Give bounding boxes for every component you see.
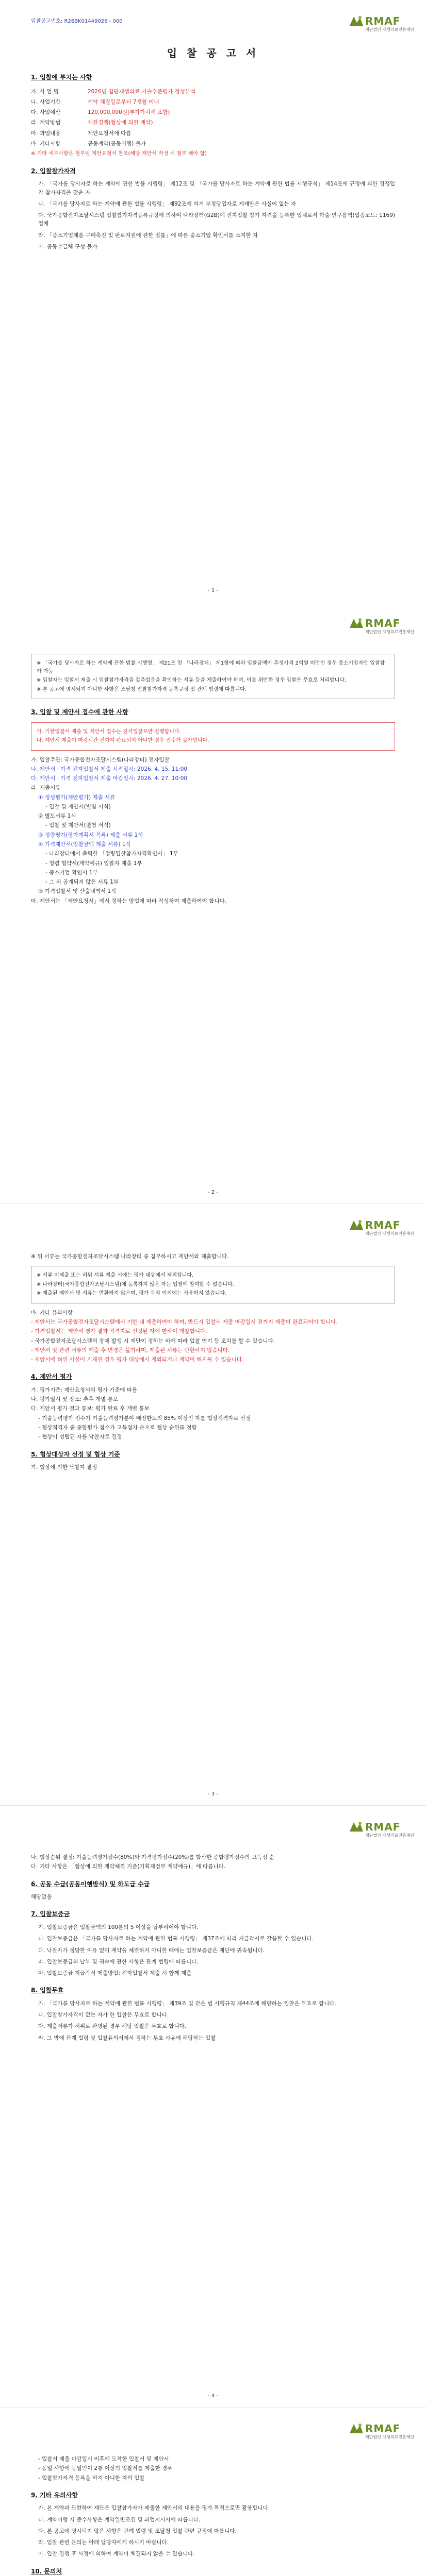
list-item: ⑤ 가격입찰서 및 산출내역서 1식 bbox=[38, 888, 117, 895]
section2-item: 라. 「중소기업제품 구매촉진 및 판로지원에 관한 법률」에 따른 중소기업 확인서를 소지한 자 bbox=[38, 232, 258, 239]
row-value: 계약 체결일로부터 7개월 이내 bbox=[88, 98, 159, 105]
section1-heading: 1. 입찰에 부치는 사항 bbox=[31, 74, 92, 81]
page-number: - 4 - bbox=[208, 2393, 218, 2399]
list-item: - 제안서는 국가종합전자조달시스템에서 기한 내 제출하여야 하며, 반드시 입찰서 제출 마감일시 전까지 제출이 완료되어야 합니다. bbox=[31, 1319, 338, 1326]
list-item: - 제안서 및 관련 서류의 제출 후 변경은 불가하며, 제출된 서류는 반환하지 않습니다. bbox=[31, 1347, 230, 1353]
page-3 bbox=[0, 1204, 426, 1805]
warning-line: 나. 제안서 제출이 마감시간 전까지 완료되지 아니한 경우 접수가 불가합니다. bbox=[37, 738, 209, 744]
list-item: - 기술능력평가 점수가 기술능력평가분야 배점한도의 85% 이상인 자를 협상적격자로 선정 bbox=[38, 1415, 251, 1421]
section7-heading: 7. 입찰보증금 bbox=[31, 1910, 70, 1918]
page-title: 입 찰 공 고 서 bbox=[167, 47, 259, 59]
logo bbox=[349, 615, 415, 637]
section5-heading: 5. 협상대상자 선정 및 협상 기준 bbox=[31, 1450, 120, 1458]
section3-heading: 3. 입찰 및 제안서 접수에 관한 사항 bbox=[31, 708, 128, 716]
list-item: 라. 그 밖에 관계 법령 및 입찰유의서에서 정하는 무효 사유에 해당하는 입찰 bbox=[38, 2035, 216, 2041]
list-item: 나. 계약이행 시 준수사항은 계약일반조건 및 과업지시서에 따릅니다. bbox=[38, 2516, 201, 2523]
list-item: - 협상적격자 중 종합평가 점수가 고득점자 순으로 협상 순위를 정함 bbox=[38, 1425, 197, 1431]
logo bbox=[349, 12, 415, 35]
list-item: ③ 정량평가(평가계획서 목록) 제출 서류 1식 bbox=[38, 832, 143, 838]
list-item: 나. 평가일시 및 장소: 추후 개별 통보 bbox=[31, 1396, 118, 1403]
logo-sub: 재단법인 재생의료진흥재단 bbox=[365, 630, 415, 634]
logo-sub: 재단법인 재생의료진흥재단 bbox=[365, 27, 415, 32]
section10-heading: 10. 문의처 bbox=[31, 2567, 62, 2575]
table-row bbox=[31, 97, 395, 107]
section1-note: ※ 기타 세부사항은 첨부된 제안요청서 참조(해당 제안서 작성 시 첨부 해야 함) bbox=[31, 151, 207, 157]
section8-heading: 8. 입찰무효 bbox=[31, 1987, 64, 1994]
section2-item: 가. 「국가를 당사자로 하는 계약에 관한 법률 시행령」 제12조 및 「국가를 당사자로 하는 계약에 관한 법률 시행규칙」 제14조에 규정에 의한 경쟁입찰 참가자격을 갖춘 자 bbox=[38, 181, 395, 196]
list-item: 가. 평가기준: 제안요청서의 평가 기준에 따름 bbox=[31, 1386, 138, 1393]
row-key: 나. 사업기간 bbox=[31, 98, 61, 105]
notice-line: ※ 「국가를 당사자로 하는 계약에 관한 법률 시행령」 제21조 및 「나라장터」 제1항에 따라 입찰금액이 추정가격 2억원 미만인 경우 중소기업자만 입찰참가 가능 bbox=[37, 660, 385, 674]
list-item: - 국가종합전자조달시스템의 장애 발생 시 재단이 정하는 바에 따라 입찰 연기 등 조치를 할 수 있습니다. bbox=[31, 1337, 275, 1344]
list-item: - 그 외 공개되지 않은 서류 1부 bbox=[45, 879, 119, 886]
list-item: 가. 입찰보증금은 입찰금액의 100분의 5 이상을 납부하여야 합니다. bbox=[38, 1924, 199, 1930]
list-item: 나. 협상순위 결정: 기술능력평가점수(80%)와 가격평가점수(20%)를 합산한 종합평가점수의 고득점 순 bbox=[31, 1854, 274, 1860]
notice-line: ※ 본 공고에 명시되지 아니한 사항은 조달청 입찰참가자격 등록규정 및 관계 법령에 따릅니다. bbox=[37, 686, 247, 692]
logo bbox=[349, 1216, 415, 1239]
section3b-para: ※ 위 서류는 국가종합전자조달시스템 나라장터 중 첨부하시고 제안서와 제출합니다. bbox=[31, 1253, 229, 1260]
list-item: 가. 「국가를 당사자로 하는 계약에 관한 법률 시행령」 제39조 및 같은 법 시행규칙 제44조에 해당하는 입찰은 무효로 합니다. bbox=[38, 2000, 336, 2007]
list-item: ① 정성평가(제안평가) 제출 서류 bbox=[38, 794, 116, 801]
list-item: 나. 입찰보증금은 「국가를 당사자로 하는 계약에 관한 법률 시행령」 제37조에 따라 지급각서로 갈음할 수 있습니다. bbox=[38, 1936, 314, 1942]
row-key: 마. 과업내용 bbox=[31, 130, 61, 137]
list-item: 라. 제출서류 bbox=[31, 785, 61, 791]
list-item: 가. 입찰주관: 국가종합전자조달시스템(나라장터) 전자입찰 bbox=[31, 756, 170, 763]
logo-mark-icon bbox=[349, 1218, 364, 1232]
table-row bbox=[31, 117, 395, 128]
page-4 bbox=[0, 1805, 426, 2407]
list-item: - 입찰 및 제안서(별첨 서식) bbox=[45, 803, 111, 810]
list-item: 마. 입찰보증금 지급각서 제출방법: 전자입찰서 제출 시 함께 제출 bbox=[38, 1970, 192, 1977]
list-item: - 중소기업 확인서 1부 bbox=[45, 869, 98, 876]
list-item: - 가격입찰서는 제안서 평가 결과 적격자로 선정된 자에 한하여 개찰합니다. bbox=[31, 1328, 207, 1335]
list-item: 마. 제안서는 「제안요청서」에서 정하는 방법에 따라 작성하여 제출하여야 합니다. bbox=[31, 897, 226, 904]
list-item: 마. 입찰 집행 후 사정에 의하여 계약이 체결되지 않을 수 있습니다. bbox=[38, 2551, 195, 2557]
warning-line: 가. 기한입찰서 제출 및 제안서 접수는 전자입찰로만 진행합니다. bbox=[37, 728, 181, 735]
row-key: 바. 기타사항 bbox=[31, 140, 61, 147]
list-item: 다. 낙찰자가 정당한 이유 없이 계약을 체결하지 아니한 때에는 입찰보증금은 재단에 귀속됩니다. bbox=[38, 1947, 265, 1954]
list-item: ② 별도서류 1식 bbox=[38, 813, 76, 820]
section2-item: 다. 국가종합전자조달시스템 입찰참가자격등록규정에 의하여 나라장터(G2B)에 전자입찰 참가 자격을 등록한 업체로서 학술·연구용역(업종코드: 1169) 업체 bbox=[38, 212, 395, 227]
logo-mark-icon bbox=[349, 2422, 364, 2435]
list-item: 다. 본 공고에 명시되지 않은 사항은 관계 법령 및 조달청 입찰 관련 규정에 따릅니다. bbox=[38, 2528, 237, 2534]
list-item: - 입찰 및 제안서(별첨 서식) bbox=[45, 822, 111, 829]
list-item: - 입찰참가자격 등록을 하지 아니한 자의 입찰 bbox=[38, 2475, 145, 2481]
notice-box bbox=[31, 654, 395, 699]
notice-line: ※ 나라장터(국가종합전자조달시스템)에 등록하지 않은 자는 입찰에 참여할 수 없습니다. bbox=[37, 1281, 234, 1287]
list-item: 다. 기타 사항은 「협상에 의한 계약체결 기준(기획재정부 계약예규)」에 따릅니다. bbox=[31, 1863, 226, 1870]
section3b-list bbox=[31, 1309, 395, 1364]
row-value: 120,000,000원(부가가치세 포함) bbox=[88, 109, 170, 116]
section2-item: 나. 「국가를 당사자로 하는 계약에 관한 법률 시행령」 제92조에 의거 부정당업자로 제재받은 사실이 없는 자 bbox=[38, 200, 297, 207]
logo bbox=[349, 2420, 415, 2443]
logo-word: RMAF bbox=[365, 617, 401, 630]
logo bbox=[349, 1818, 415, 1841]
section4-heading: 4. 제안서 평가 bbox=[31, 1373, 72, 1381]
row-value: 제한경쟁(협상에 의한 계약) bbox=[88, 120, 153, 126]
row-key: 다. 사업예산 bbox=[31, 109, 61, 116]
row-value: 2026년 첨단재생의료 기술수준평가 정성분석 bbox=[88, 88, 196, 95]
logo-word: RMAF bbox=[365, 1219, 401, 1231]
row-value: 제안요청서에 따름 bbox=[88, 130, 132, 137]
logo-sub: 재단법인 재생의료진흥재단 bbox=[365, 1231, 415, 1236]
notice-box bbox=[31, 1266, 395, 1303]
row-value: 공동계약(공동이행) 불가 bbox=[88, 140, 146, 147]
table-row bbox=[31, 128, 395, 139]
list-item: 나. 입찰참가자격이 없는 자가 한 입찰은 무효로 합니다. bbox=[38, 2012, 169, 2019]
list-item: - 동일 사항에 동일인이 2통 이상의 입찰서를 제출한 경우 bbox=[38, 2465, 173, 2472]
section2-item: 마. 공동수급체 구성 불가 bbox=[38, 243, 97, 250]
page-5 bbox=[0, 2407, 426, 2576]
logo-sub: 재단법인 재생의료진흥재단 bbox=[365, 2435, 415, 2439]
list-item: 다. 제안서 평가 결과 통보: 평가 완료 후 개별 통보 bbox=[31, 1405, 150, 1412]
section2-heading: 2. 입찰참가자격 bbox=[31, 167, 76, 175]
page-number: - 3 - bbox=[208, 1791, 218, 1797]
warning-box bbox=[31, 722, 395, 751]
logo-mark-icon bbox=[349, 617, 364, 630]
doc-number: 입찰공고번호: R26BK01449026 - 000 bbox=[31, 19, 123, 24]
notice-line: ※ 입찰자는 입찰서 제출 시 입찰참가자격을 갖추었음을 확인하는 서류 등을 제출하여야 하며, 이를 위반한 경우 입찰은 무효로 처리합니다. bbox=[37, 677, 347, 683]
page-number: - 2 - bbox=[208, 1189, 218, 1195]
list-item: - 제안서에 허위 사실이 기재된 경우 평가 대상에서 제외되거나 계약이 해지될 수 있습니다. bbox=[31, 1357, 244, 1363]
list-item: - 나라장터에서 출력한 「정량입찰참가자격확인서」 1부 bbox=[45, 851, 178, 857]
list-item: 라. 입찰 관련 문의는 아래 담당자에게 하시기 바랍니다. bbox=[38, 2539, 169, 2546]
list-item: 해당없음 bbox=[31, 1894, 52, 1901]
notice-line: ※ 서류 미제출 또는 허위 서류 제출 시에는 평가 대상에서 제외됩니다. bbox=[37, 1273, 194, 1279]
logo-mark-icon bbox=[349, 1820, 364, 1834]
section3-list bbox=[31, 756, 395, 905]
logo-mark-icon bbox=[349, 14, 364, 28]
notice-line: ※ 제출된 제안서 및 서류는 반환하지 않으며, 평가 목적 이외에는 사용하지 않습니다. bbox=[37, 1291, 227, 1297]
section9-heading: 9. 기타 유의사항 bbox=[31, 2491, 78, 2499]
list-item: 다. 제안서 · 가격 전자입찰서 제출 마감일시: 2026. 4. 27. 10:00 bbox=[31, 775, 188, 782]
logo-word: RMAF bbox=[365, 15, 401, 27]
list-item: 나. 제안서 · 가격 전자입찰서 제출 시작일시: 2026. 4. 15. 11:00 bbox=[31, 766, 188, 772]
page-2 bbox=[0, 602, 426, 1204]
page-number: - 1 - bbox=[208, 587, 218, 594]
list-item: 가. 본 계약과 관련하여 재단은 입찰참가자가 제출한 제안서의 내용을 평가 목적으로만 활용합니다. bbox=[38, 2505, 270, 2512]
section6-heading: 6. 공동 수급(공동이행방식) 및 하도급 수급 bbox=[31, 1880, 150, 1888]
section1-table bbox=[31, 87, 395, 149]
page-1 bbox=[0, 0, 426, 602]
list-item: 가. 협상에 의한 낙찰자 결정 bbox=[31, 1464, 97, 1471]
table-row bbox=[31, 139, 395, 149]
logo-word: RMAF bbox=[365, 2422, 401, 2435]
table-row bbox=[31, 87, 395, 97]
list-item: - 입찰서 제출 마감일시 이후에 도착한 입찰서 및 제안서 bbox=[38, 2456, 169, 2462]
table-row bbox=[31, 107, 395, 117]
list-item: - 협상이 성립된 자를 낙찰자로 결정 bbox=[38, 1434, 122, 1440]
list-item: 다. 제출서류가 허위로 판명된 경우 해당 입찰은 무효로 합니다. bbox=[38, 2023, 186, 2030]
list-item: - 청렴 협약서(계약예규) 입찰자 제출 1부 bbox=[45, 860, 142, 867]
list-item: ④ 가격제안서(입찰금액 제출 서류) 1식 bbox=[38, 841, 131, 848]
logo-sub: 재단법인 재생의료진흥재단 bbox=[365, 1833, 415, 1838]
logo-word: RMAF bbox=[365, 1821, 401, 1833]
list-item: 바. 기타 유의사항 bbox=[31, 1309, 73, 1316]
row-key: 가. 사 업 명 bbox=[31, 88, 59, 95]
row-key: 라. 계약방법 bbox=[31, 120, 61, 126]
list-item: 라. 입찰보증금의 납부 및 귀속에 관한 사항은 관계 법령에 따릅니다. bbox=[38, 1958, 199, 1965]
